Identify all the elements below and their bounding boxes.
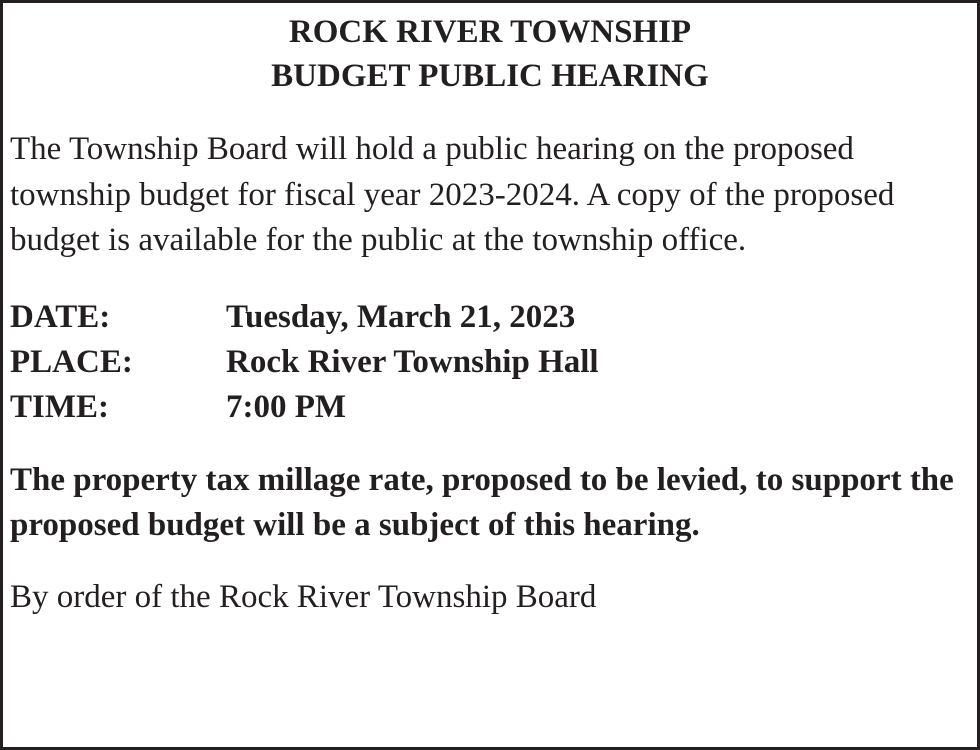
date-label: DATE:	[10, 298, 111, 335]
notice-paragraph: The Township Board will hold a public hearing on the proposed township budget for fiscal year 2023-2024. A copy of the proposed budget is available for the public at the township office.	[10, 131, 895, 258]
place-value: Rock River Township Hall	[226, 343, 599, 380]
signoff: By order of the Rock River Township Board	[10, 578, 597, 615]
title-line-hearing: BUDGET PUBLIC HEARING	[271, 58, 709, 94]
detail-row-place	[10, 340, 970, 385]
detail-row-date	[10, 295, 970, 340]
date-value: Tuesday, March 21, 2023	[226, 298, 576, 335]
millage-statement: The property tax millage rate, proposed to be levied, to support the proposed budget will be a subject of this hearing.	[10, 461, 954, 543]
hearing-details	[10, 295, 970, 430]
time-value: 7:00 PM	[226, 388, 347, 425]
title-line-township: ROCK RIVER TOWNSHIP	[288, 14, 692, 50]
place-label: PLACE:	[10, 343, 133, 380]
notice-title	[10, 10, 970, 98]
detail-row-time	[10, 385, 970, 430]
time-label: TIME:	[10, 388, 109, 425]
